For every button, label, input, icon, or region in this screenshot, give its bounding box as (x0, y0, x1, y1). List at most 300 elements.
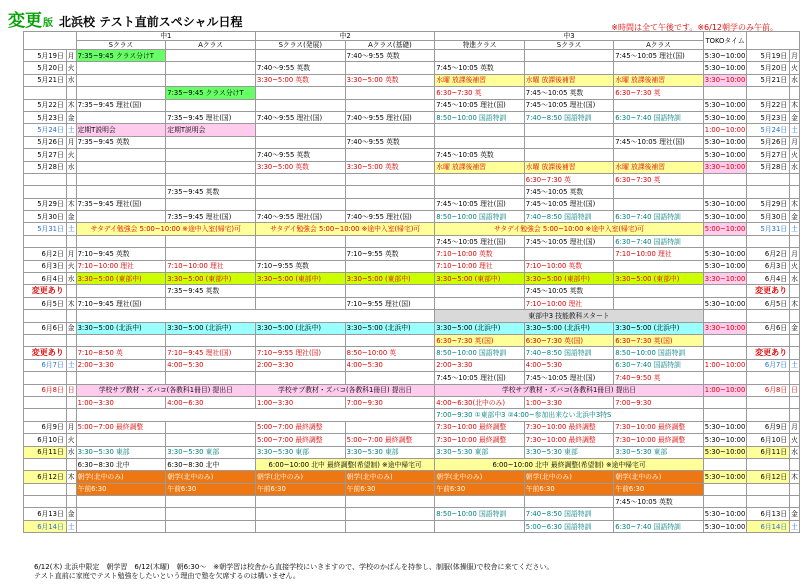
schedule-cell: 水曜 放課後補習 (524, 161, 614, 173)
date-cell: 5月22日 (24, 99, 67, 111)
weekday-cell (66, 310, 76, 322)
schedule-cell (76, 508, 166, 520)
weekday-cell-right: 火 (790, 149, 800, 161)
schedule-cell (255, 372, 345, 384)
schedule-cell: 7:40～9:55 英数 (255, 149, 345, 161)
schedule-cell: 3:30~5:00 英数 (345, 74, 435, 86)
schedule-cell: 7:45～10:05 理社(国) (614, 50, 704, 62)
schedule-cell: 7:30~10:00 最終調整 (524, 421, 614, 433)
toko-cell (703, 310, 747, 322)
schedule-cell (166, 198, 256, 210)
schedule-cell (166, 62, 256, 74)
date-cell: 5月20日 (24, 62, 67, 74)
schedule-cell (255, 124, 345, 136)
date-cell-right: 5月29日 (747, 198, 790, 210)
schedule-cell (345, 496, 435, 508)
date-cell (24, 458, 67, 470)
schedule-cell: 4:00~5:30 (166, 359, 256, 371)
schedule-cell: 5:00~7:00 最終調整 (76, 421, 166, 433)
schedule-cell: 学校サブ教材・ズバコ(各教科1冊目) 提出日 (255, 384, 434, 396)
schedule-cell: 7:40～9:55 理社(国) (345, 211, 435, 223)
weekday-cell-right: 火 (790, 434, 800, 446)
schedule-cell (524, 62, 614, 74)
toko-cell (703, 409, 747, 421)
schedule-cell: 2:00~3:30 (76, 359, 166, 371)
date-cell-right: 5月19日 (747, 50, 790, 62)
class-header: Sクラス (76, 41, 166, 50)
date-cell-right (747, 235, 790, 247)
weekday-cell: 木 (66, 198, 76, 210)
weekday-cell-right (790, 347, 800, 359)
schedule-cell: 7:00~9:30 (614, 396, 704, 408)
weekday-cell-right (790, 235, 800, 247)
weekday-cell (66, 87, 76, 99)
schedule-cell (345, 285, 435, 297)
schedule-cell: 朝学(北中のみ) (524, 471, 614, 483)
weekday-cell (66, 372, 76, 384)
schedule-row (24, 211, 800, 223)
schedule-cell (345, 62, 435, 74)
date-cell-right: 6月10日 (747, 434, 790, 446)
schedule-cell: 6:30~7:30 英 (524, 173, 614, 185)
date-cell: 5月29日 (24, 198, 67, 210)
schedule-cell (435, 136, 525, 148)
date-cell-right: 変更あり (747, 347, 790, 359)
schedule-cell: 6:30~7:30 英 (614, 173, 704, 185)
schedule-cell: 8:50~10:00 国語特訓 (435, 508, 525, 520)
schedule-cell (524, 124, 614, 136)
schedule-cell (345, 198, 435, 210)
schedule-row (24, 384, 800, 396)
schedule-cell: 3:30~5:00 (東部中) (614, 273, 704, 285)
schedule-cell: 7:10~9:55 英数 (255, 260, 345, 272)
date-cell: 5月28日 (24, 161, 67, 173)
schedule-cell: 7:35~9:45 理社(国) (166, 111, 256, 123)
weekday-cell (66, 235, 76, 247)
schedule-row (24, 136, 800, 148)
schedule-cell: 6:30~7:30 英 (614, 87, 704, 99)
date-cell-right (747, 173, 790, 185)
change-suffix: 版 (43, 18, 53, 29)
weekday-cell: 水 (66, 74, 76, 86)
schedule-row (24, 458, 800, 470)
weekday-cell (66, 458, 76, 470)
schedule-cell (76, 149, 166, 161)
date-cell (24, 496, 67, 508)
schedule-cell: 7:45～10:05 英数 (614, 496, 704, 508)
schedule-row (24, 149, 800, 161)
toko-cell: 1:00~10:00 (703, 359, 747, 371)
schedule-cell (166, 297, 256, 309)
schedule-cell: 7:40~8:50 国語特訓 (524, 347, 614, 359)
schedule-cell: 7:35~9:45 英数 (76, 136, 166, 148)
schedule-cell: 7:45～10:05 理社(国) (524, 235, 614, 247)
schedule-cell: 7:10~10:00 理社 (524, 297, 614, 309)
date-cell-right: 6月4日 (747, 273, 790, 285)
schedule-cell (614, 149, 704, 161)
schedule-cell (255, 186, 345, 198)
schedule-cell (255, 508, 345, 520)
schedule-cell (524, 50, 614, 62)
schedule-cell: 7:45～10:05 理社(国) (435, 198, 525, 210)
weekday-cell-right (790, 285, 800, 297)
schedule-cell (76, 62, 166, 74)
date-cell: 変更あり (24, 347, 67, 359)
schedule-cell (166, 50, 256, 62)
schedule-cell: 4:00~5:30 (524, 359, 614, 371)
schedule-cell (76, 310, 435, 322)
class-header: Sクラス(発展) (255, 41, 345, 50)
schedule-row (24, 87, 800, 99)
schedule-cell: 7:10~9:55 理社(国) (255, 347, 345, 359)
weekday-cell-right (790, 458, 800, 470)
schedule-cell: 7:35~9:45 理社(国) (76, 99, 166, 111)
schedule-row (24, 285, 800, 297)
schedule-cell (166, 74, 256, 86)
weekday-cell (66, 347, 76, 359)
toko-cell (703, 496, 747, 508)
toko-cell: 1:00~10:00 (703, 384, 747, 396)
schedule-cell (345, 372, 435, 384)
toko-cell (703, 285, 747, 297)
schedule-row (24, 372, 800, 384)
schedule-row (24, 483, 800, 495)
schedule-cell: 3:30~5:00 (北浜中) (614, 322, 704, 334)
schedule-cell: 午前6:30 (76, 483, 166, 495)
toko-cell: 5:30~10:00 (703, 248, 747, 260)
date-cell: 5月23日 (24, 111, 67, 123)
schedule-cell: 6:00~10:00 北中 最終調整(希望制) ※途中帰宅可 (255, 458, 434, 470)
weekday-cell-right: 月 (790, 248, 800, 260)
date-cell: 6月7日 (24, 359, 67, 371)
schedule-cell: 午前6:30 (614, 483, 704, 495)
date-cell-right (747, 186, 790, 198)
schedule-cell: 6:00~10:00 北中 最終調整(希望制) ※途中帰宅可 (435, 458, 704, 470)
schedule-cell (435, 297, 525, 309)
schedule-cell: 5:00~7:00 最終調整 (255, 434, 345, 446)
schedule-cell (435, 520, 525, 532)
date-cell-right: 6月9日 (747, 421, 790, 433)
schedule-cell (76, 74, 166, 86)
schedule-cell: 2:00~3:30 (255, 359, 345, 371)
schedule-cell: 7:45～10:05 理社(国) (435, 235, 525, 247)
schedule-cell (435, 285, 525, 297)
schedule-cell (614, 99, 704, 111)
weekday-cell-right: 土 (790, 520, 800, 532)
date-cell-right: 6月13日 (747, 508, 790, 520)
toko-cell: 5:30~10:00 (703, 211, 747, 223)
schedule-cell: 6:30~8:30 北中 (166, 458, 256, 470)
weekday-cell-right: 水 (790, 161, 800, 173)
schedule-cell: 7:40~8:50 国語特訓 (524, 211, 614, 223)
schedule-cell (76, 285, 166, 297)
schedule-cell: 3:30~5:30 東部 (345, 446, 435, 458)
schedule-cell: 5:00~7:00 最終調整 (255, 421, 345, 433)
schedule-cell: 水曜 放課後補習 (524, 74, 614, 86)
schedule-row (24, 99, 800, 111)
weekday-cell: 月 (66, 421, 76, 433)
schedule-cell: 7:45～10:05 理社(国) (435, 99, 525, 111)
toko-cell (703, 173, 747, 185)
schedule-cell (76, 235, 166, 247)
schedule-cell: 7:45～10:05 英数 (435, 149, 525, 161)
schedule-cell (524, 496, 614, 508)
schedule-cell (166, 372, 256, 384)
schedule-cell (76, 520, 166, 532)
schedule-cell (166, 434, 256, 446)
schedule-cell (166, 520, 256, 532)
weekday-cell-right (790, 334, 800, 346)
schedule-cell: 7:35~9:45 クラス分けT (166, 87, 256, 99)
schedule-cell: 7:45～10:05 英数 (435, 62, 525, 74)
schedule-cell: 7:10~10:00 理社 (614, 248, 704, 260)
schedule-cell (255, 285, 345, 297)
date-cell-right: 5月22日 (747, 99, 790, 111)
schedule-cell: 7:35~9:45 英数 (166, 285, 256, 297)
date-cell (24, 186, 67, 198)
schedule-cell: 7:30~10:00 最終調整 (524, 434, 614, 446)
weekday-cell-right: 水 (790, 273, 800, 285)
schedule-cell: 水曜 放課後補習 (614, 74, 704, 86)
schedule-cell: 7:35~9:45 理社(国) (166, 211, 256, 223)
schedule-cell (166, 496, 256, 508)
schedule-cell: 7:10~9:45 英数 (76, 248, 166, 260)
schedule-cell (76, 409, 435, 421)
schedule-row (24, 186, 800, 198)
schedule-cell: 3:30~5:30 東部 (255, 446, 345, 458)
schedule-cell (614, 508, 704, 520)
toko-cell: 3:30~10:00 (703, 273, 747, 285)
schedule-cell: 7:45～10:05 英数 (524, 87, 614, 99)
date-cell: 6月9日 (24, 421, 67, 433)
weekday-cell-right: 土 (790, 359, 800, 371)
class-header: Aクラス (614, 41, 704, 50)
schedule-row (24, 74, 800, 86)
weekday-cell-right: 水 (790, 74, 800, 86)
toko-cell (703, 372, 747, 384)
time-note: ※時間は全て午後です。※6/12朝学のみ午前。 (611, 23, 778, 32)
schedule-row (24, 161, 800, 173)
date-cell-right: 5月24日 (747, 124, 790, 136)
toko-cell: 3:30~10:00 (703, 322, 747, 334)
schedule-row (24, 409, 800, 421)
weekday-cell-right (790, 310, 800, 322)
schedule-cell (166, 508, 256, 520)
corner-cell (24, 32, 77, 50)
schedule-cell: 8:50~10:00 国語特訓 (435, 211, 525, 223)
toko-cell: 5:30~10:00 (703, 149, 747, 161)
weekday-cell-right (790, 483, 800, 495)
schedule-cell: 3:30~5:30 東部 (614, 446, 704, 458)
schedule-cell (76, 87, 166, 99)
schedule-cell: 3:30~5:00 (北浜中) (255, 322, 345, 334)
date-cell-right (747, 310, 790, 322)
schedule-cell (255, 136, 345, 148)
schedule-cell: 3:30~5:30 東部 (76, 446, 166, 458)
date-cell: 5月19日 (24, 50, 67, 62)
schedule-cell: 学校サブ教材・ズバコ(各教科1冊目) 提出日 (76, 384, 255, 396)
weekday-cell-right (790, 186, 800, 198)
toko-cell: 5:30~10:00 (703, 446, 747, 458)
weekday-cell: 金 (66, 322, 76, 334)
weekday-cell-right: 木 (790, 198, 800, 210)
schedule-row (24, 111, 800, 123)
weekday-cell: 月 (66, 136, 76, 148)
date-cell (24, 334, 67, 346)
date-cell: 6月2日 (24, 248, 67, 260)
weekday-cell-right: 木 (790, 471, 800, 483)
schedule-cell: 3:30~5:00 英数 (255, 161, 345, 173)
toko-cell: 5:30~10:00 (703, 99, 747, 111)
footer-note: 6/12(木) 北浜中限定 朝学習 6/12(木曜) 朝6:30～ ※朝学習は校舎から直接学校にいきますので、学校のかばんを持参し、制服(体操服)で校舎に来てください。 (34, 563, 554, 571)
schedule-cell: 3:30~5:30 東部 (166, 446, 256, 458)
schedule-row (24, 310, 800, 322)
date-cell: 5月24日 (24, 124, 67, 136)
schedule-row (24, 520, 800, 532)
schedule-cell: 4:00~6:30(北中のみ) (435, 396, 525, 408)
schedule-row (24, 62, 800, 74)
schedule-row (24, 446, 800, 458)
date-cell-right: 6月8日 (747, 384, 790, 396)
schedule-cell: 1:00~3:30 (255, 396, 345, 408)
schedule-cell: 6:30~7:30 英(国) (614, 334, 704, 346)
grade-3-header: 中3 (435, 32, 704, 41)
weekday-cell: 火 (66, 149, 76, 161)
grade-2-header: 中2 (255, 32, 434, 41)
schedule-cell: 3:30~5:00 (北浜中) (166, 322, 256, 334)
weekday-cell: 水 (66, 161, 76, 173)
date-cell: 5月30日 (24, 211, 67, 223)
schedule-cell (76, 372, 166, 384)
toko-cell: 3:30~10:00 (703, 74, 747, 86)
toko-cell: 5:30~10:00 (703, 297, 747, 309)
schedule-cell: 7:40～9:55 理社(国) (345, 111, 435, 123)
schedule-cell: 7:10~10:00 理社 (435, 260, 525, 272)
date-cell-right: 6月3日 (747, 260, 790, 272)
schedule-cell: 3:30~5:00 (北浜中) (345, 322, 435, 334)
toko-cell: 5:30~10:00 (703, 50, 747, 62)
weekday-cell-right (790, 396, 800, 408)
schedule-cell: 7:00~9:30 ①東部中3 ②4:00~参加出来ない北浜中3特S (435, 409, 704, 421)
date-cell: 5月26日 (24, 136, 67, 148)
schedule-cell (166, 173, 256, 185)
schedule-row (24, 297, 800, 309)
weekday-cell: 日 (66, 384, 76, 396)
weekday-cell: 火 (66, 260, 76, 272)
date-cell (24, 396, 67, 408)
date-cell-right: 6月14日 (747, 520, 790, 532)
schedule-cell: 7:10~9:55 英数 (345, 248, 435, 260)
schedule-row (24, 248, 800, 260)
schedule-cell (166, 334, 256, 346)
date-cell: 5月31日 (24, 223, 67, 235)
schedule-cell (435, 496, 525, 508)
date-cell (24, 310, 67, 322)
schedule-cell: 学校サブ教材・ズバコ(各教科1冊目) 提出日 (435, 384, 704, 396)
schedule-cell (345, 87, 435, 99)
corner-cell-right (747, 32, 800, 50)
weekday-cell (66, 496, 76, 508)
schedule-cell (345, 235, 435, 247)
date-cell (24, 372, 67, 384)
schedule-cell: 7:35~9:45 クラス分けT (76, 50, 166, 62)
date-cell (24, 483, 67, 495)
schedule-cell: サタデイ勉強会 5:00~10:00 ※途中入室(帰宅)可 (255, 223, 434, 235)
schedule-cell: 7:40～9:55 英数 (255, 62, 345, 74)
weekday-cell-right (790, 173, 800, 185)
schedule-cell: 水曜 放課後補習 (435, 161, 525, 173)
page-title: 北浜校 テスト直前スペシャル日程 (59, 15, 243, 29)
schedule-row (24, 359, 800, 371)
schedule-cell: 7:40～9:55 理社(国) (255, 111, 345, 123)
schedule-cell: 4:00~6:30 (166, 396, 256, 408)
schedule-cell: 7:10~10:00 英数 (524, 260, 614, 272)
schedule-cell: 7:45～10:05 理社(国) (524, 198, 614, 210)
schedule-cell: 午前6:30 (255, 483, 345, 495)
schedule-cell (614, 62, 704, 74)
date-cell: 6月8日 (24, 384, 67, 396)
date-cell: 6月3日 (24, 260, 67, 272)
schedule-cell: 7:10~10:00 英数 (435, 248, 525, 260)
schedule-cell: 8:50~10:00 国語特訓 (435, 111, 525, 123)
schedule-cell: 3:30~5:00 (東部中) (255, 273, 345, 285)
date-cell-right (747, 87, 790, 99)
date-cell: 6月10日 (24, 434, 67, 446)
toko-cell (703, 347, 747, 359)
schedule-cell: 6:30~7:40 国語特訓 (614, 235, 704, 247)
weekday-cell-right: 月 (790, 136, 800, 148)
schedule-cell (345, 149, 435, 161)
schedule-cell (435, 50, 525, 62)
date-cell (24, 173, 67, 185)
class-header: 特進クラス (435, 41, 525, 50)
schedule-cell (345, 260, 435, 272)
toko-cell (703, 186, 747, 198)
schedule-cell: 6:30~8:30 北中 (76, 458, 166, 470)
schedule-cell: 3:30~5:00 (東部中) (166, 273, 256, 285)
weekday-cell: 金 (66, 111, 76, 123)
schedule-row (24, 434, 800, 446)
date-cell (24, 235, 67, 247)
schedule-cell: 7:45～10:05 理社(国) (614, 136, 704, 148)
toko-cell: 5:00~10:00 (703, 223, 747, 235)
date-cell-right: 6月7日 (747, 359, 790, 371)
schedule-cell (524, 248, 614, 260)
toko-cell: 5:30~10:00 (703, 434, 747, 446)
date-cell-right: 5月31日 (747, 223, 790, 235)
schedule-row (24, 396, 800, 408)
weekday-cell-right: 土 (790, 124, 800, 136)
date-cell-right: 6月2日 (747, 248, 790, 260)
schedule-cell: 1:00~3:30 (524, 396, 614, 408)
schedule-cell: 2:00~3:30 (435, 359, 525, 371)
date-cell-right (747, 334, 790, 346)
date-cell-right (747, 409, 790, 421)
schedule-cell: 3:30~5:00 英数 (255, 74, 345, 86)
schedule-cell: 6:30~7:40 国語特訓 (614, 111, 704, 123)
schedule-cell: 3:30~5:00 (北浜中) (76, 322, 166, 334)
schedule-cell (614, 297, 704, 309)
schedule-cell: 朝学(北中のみ) (345, 471, 435, 483)
schedule-row (24, 496, 800, 508)
schedule-cell: 7:40~8:50 国語特訓 (524, 508, 614, 520)
schedule-cell: 7:30~10:00 最終調整 (435, 434, 525, 446)
weekday-cell-right: 木 (790, 99, 800, 111)
schedule-cell (166, 161, 256, 173)
schedule-cell (255, 248, 345, 260)
schedule-cell: 7:10~9:45 理社(国) (76, 297, 166, 309)
date-cell: 6月13日 (24, 508, 67, 520)
